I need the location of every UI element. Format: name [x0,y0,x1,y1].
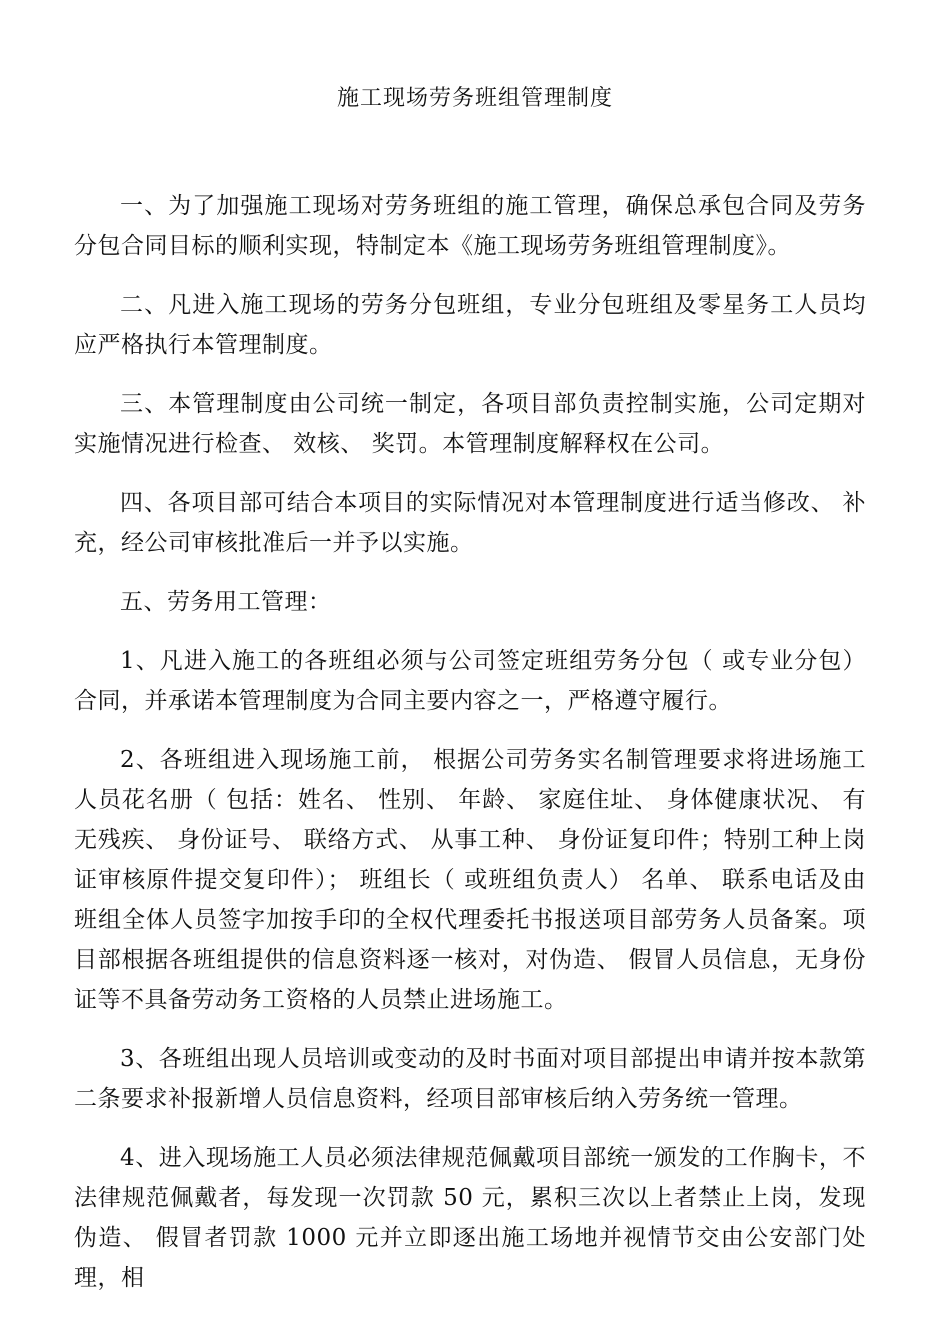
paragraph-4: 四、各项目部可结合本项目的实际情况对本管理制度进行适当修改、 补充，经公司审核批准后一并予以实施。 [74,490,866,556]
paragraph-item-2: 2、各班组进入现场施工前， 根据公司劳务实名制管理要求将进场施工人员花名册（ 包括：姓名、 性别、 年龄、 家庭住址、 身体健康状况、 有无残疾、 身份证号、 联络方式、 从事工种、 身份证复印件；特别工种上岗证审核原件提交复印件）； 班组长（ 或班组负责人） 名单、 联系电话及由班组全体人员签字加按手印的全权代理委托书报送项目部劳务人员备案。项目部根据各班组提供的信息资料逐一核对，对伪造、 假冒人员信息，无身份证等不具备劳动务工资格的人员禁止进场施工。 [74,747,866,1013]
paragraph-item-1: 1、凡进入施工的各班组必须与公司签定班组劳务分包（ 或专业分包） 合同，并承诺本管理制度为合同主要内容之一，严格遵守履行。 [74,648,866,714]
paragraph-1: 一、为了加强施工现场对劳务班组的施工管理，确保总承包合同及劳务分包合同目标的顺利实现，特制定本《施工现场劳务班组管理制度》。 [74,193,866,259]
document-body [74,186,866,1317]
paragraph-5-heading: 五、劳务用工管理： [120,589,332,615]
paragraph-item-3: 3、各班组出现人员培训或变动的及时书面对项目部提出申请并按本款第二条要求补报新增人员信息资料，经项目部审核后纳入劳务统一管理。 [74,1046,866,1112]
paragraph-item-4: 4、进入现场施工人员必须法律规范佩戴项目部统一颁发的工作胸卡，不法律规范佩戴者，每发现一次罚款 50 元，累积三次以上者禁止上岗，发现伪造、 假冒者罚款 1000 元并立即逐出施工场地并视情节交由公安部门处理，相 [74,1145,866,1291]
paragraph-2: 二、凡进入施工现场的劳务分包班组，专业分包班组及零星务工人员均应严格执行本管理制度。 [74,292,866,358]
paragraph-3: 三、本管理制度由公司统一制定，各项目部负责控制实施，公司定期对实施情况进行检查、 效核、 奖罚。本管理制度解释权在公司。 [74,391,866,457]
document-title: 施工现场劳务班组管理制度 [336,86,613,111]
